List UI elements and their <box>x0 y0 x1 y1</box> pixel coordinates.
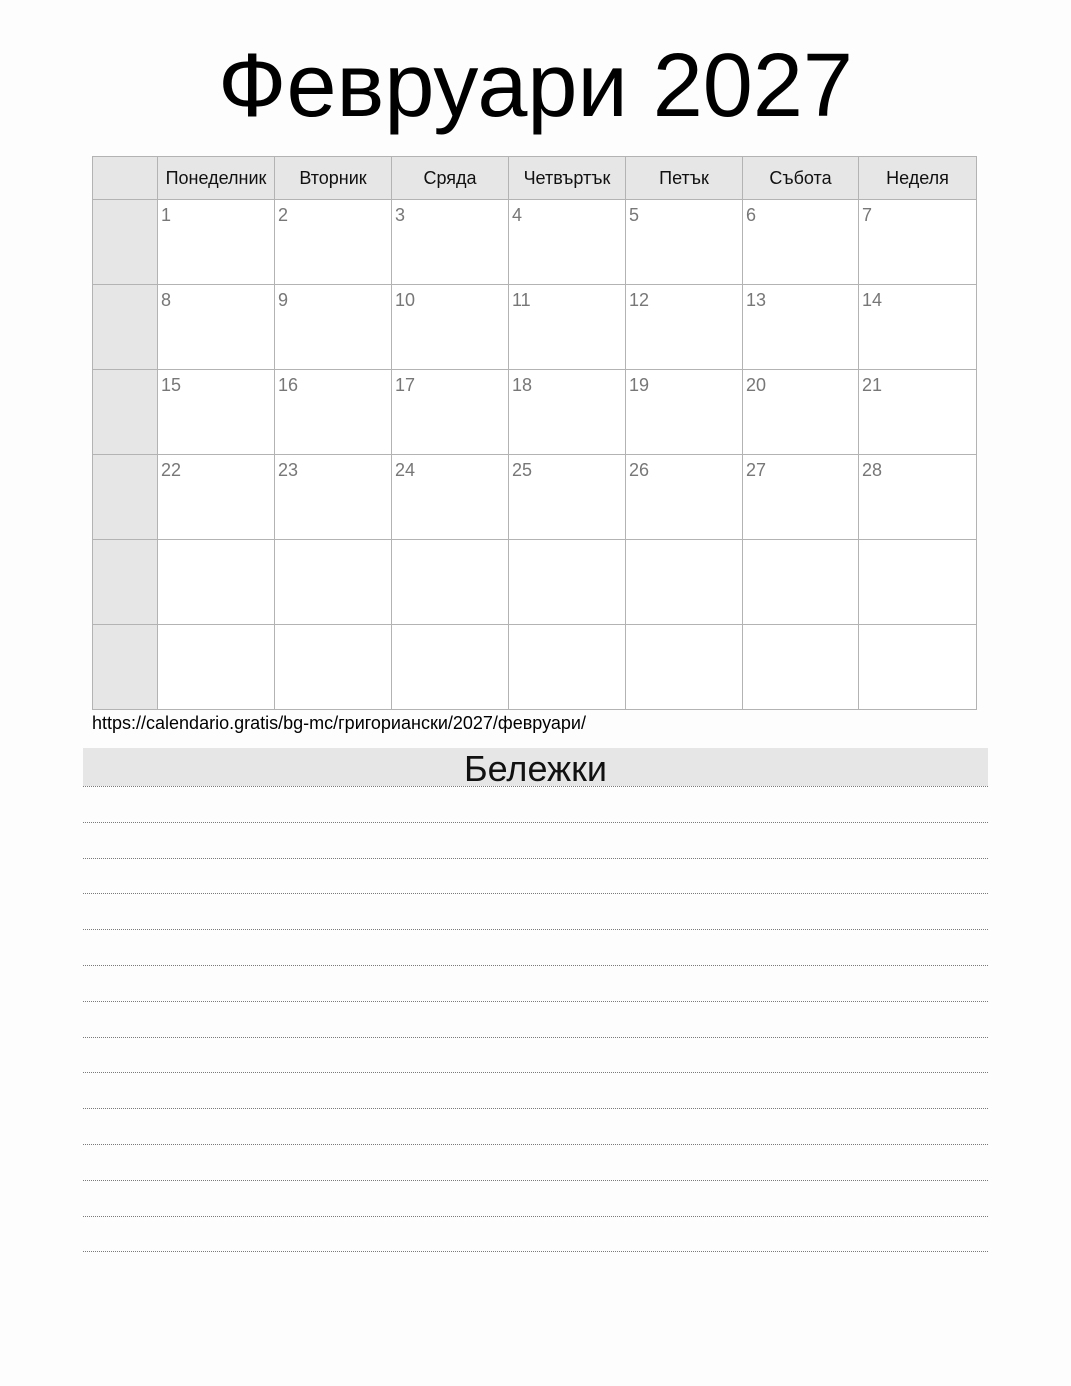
day-cell <box>743 625 859 710</box>
day-cell <box>859 285 977 370</box>
day-number <box>509 540 625 545</box>
day-cell <box>158 540 275 625</box>
day-number: 4 <box>512 205 523 225</box>
day-number: 5 <box>629 205 640 225</box>
day-cell <box>859 625 977 710</box>
page-title: Февруари 2027 <box>218 36 853 136</box>
day-cell <box>392 370 509 455</box>
weekday-sunday: Неделя <box>859 157 977 200</box>
week-number-cell <box>93 370 158 455</box>
week-number-cell <box>93 455 158 540</box>
day-number <box>743 540 858 545</box>
day-cell <box>859 540 977 625</box>
day-number <box>509 625 625 630</box>
day-cell <box>275 200 392 285</box>
day-cell <box>275 370 392 455</box>
day-number: 27 <box>746 460 767 480</box>
day-cell <box>509 455 626 540</box>
day-number <box>743 625 858 630</box>
day-cell <box>275 455 392 540</box>
day-cell <box>158 370 275 455</box>
weekday-thursday: Четвъртък <box>509 157 626 200</box>
note-line <box>83 929 988 930</box>
day-number: 14 <box>862 290 883 310</box>
note-line <box>83 965 988 966</box>
note-line <box>83 786 988 787</box>
day-cell <box>158 625 275 710</box>
week-number-header <box>93 157 158 200</box>
note-line <box>83 858 988 859</box>
note-line <box>83 1108 988 1109</box>
day-cell <box>392 200 509 285</box>
week-number-cell <box>93 285 158 370</box>
source-url: https://calendario.gratis/bg-mc/григориански/2027/февруари/ <box>92 713 586 733</box>
day-number: 23 <box>278 460 299 480</box>
day-number <box>626 625 742 630</box>
day-cell <box>275 285 392 370</box>
week-row <box>93 625 977 710</box>
calendar-grid <box>92 156 977 710</box>
day-cell <box>626 455 743 540</box>
week-number-cell <box>93 540 158 625</box>
day-number: 24 <box>395 460 416 480</box>
day-number: 20 <box>746 375 767 395</box>
day-number <box>859 625 976 630</box>
day-number: 11 <box>512 290 531 310</box>
day-cell <box>859 370 977 455</box>
day-cell <box>626 285 743 370</box>
note-line <box>83 1072 988 1073</box>
note-line <box>83 1251 988 1252</box>
note-line <box>83 1144 988 1145</box>
week-row <box>93 200 977 285</box>
notes-heading: Бележки <box>83 748 988 786</box>
day-cell <box>626 200 743 285</box>
day-number: 15 <box>161 375 182 395</box>
week-number-cell <box>93 200 158 285</box>
day-cell <box>859 200 977 285</box>
weekday-header-row <box>93 157 977 200</box>
day-cell <box>743 370 859 455</box>
day-cell <box>392 455 509 540</box>
day-cell <box>158 455 275 540</box>
day-number <box>275 540 391 545</box>
day-number: 6 <box>746 205 757 225</box>
day-number: 7 <box>862 205 873 225</box>
day-cell <box>392 285 509 370</box>
day-cell <box>275 625 392 710</box>
day-cell <box>626 540 743 625</box>
week-number-cell <box>93 625 158 710</box>
day-number: 8 <box>161 290 172 310</box>
day-cell <box>509 625 626 710</box>
day-number: 26 <box>629 460 650 480</box>
week-row <box>93 540 977 625</box>
day-cell <box>509 540 626 625</box>
day-cell <box>743 285 859 370</box>
day-number: 25 <box>512 460 533 480</box>
day-cell <box>158 285 275 370</box>
week-row <box>93 455 977 540</box>
weekday-wednesday: Сряда <box>392 157 509 200</box>
day-number: 9 <box>278 290 289 310</box>
day-number <box>859 540 976 545</box>
day-cell <box>509 370 626 455</box>
note-line <box>83 1037 988 1038</box>
day-number <box>158 540 274 545</box>
week-row <box>93 285 977 370</box>
weekday-friday: Петък <box>626 157 743 200</box>
day-number <box>275 625 391 630</box>
day-number: 12 <box>629 290 650 310</box>
day-cell <box>743 540 859 625</box>
day-cell <box>392 625 509 710</box>
day-cell <box>626 625 743 710</box>
day-number: 21 <box>862 375 883 395</box>
day-number <box>626 540 742 545</box>
day-number <box>158 625 274 630</box>
day-cell <box>509 285 626 370</box>
note-line <box>83 1180 988 1181</box>
day-number: 19 <box>629 375 650 395</box>
day-cell <box>626 370 743 455</box>
day-number: 18 <box>512 375 533 395</box>
day-number <box>392 540 508 545</box>
day-number: 16 <box>278 375 299 395</box>
day-number: 22 <box>161 460 182 480</box>
day-number <box>392 625 508 630</box>
day-cell <box>743 200 859 285</box>
week-row <box>93 370 977 455</box>
day-cell <box>743 455 859 540</box>
day-number: 2 <box>278 205 289 225</box>
day-number: 28 <box>862 460 883 480</box>
note-line <box>83 822 988 823</box>
day-cell <box>275 540 392 625</box>
weekday-tuesday: Вторник <box>275 157 392 200</box>
weekday-monday: Понеделник <box>158 157 275 200</box>
day-cell <box>158 200 275 285</box>
note-line <box>83 893 988 894</box>
note-line <box>83 1001 988 1002</box>
day-number: 17 <box>395 375 416 395</box>
weekday-saturday: Събота <box>743 157 859 200</box>
day-cell <box>392 540 509 625</box>
day-number: 10 <box>395 290 416 310</box>
day-cell <box>509 200 626 285</box>
day-cell <box>859 455 977 540</box>
day-number: 13 <box>746 290 767 310</box>
day-number: 1 <box>161 205 172 225</box>
day-number: 3 <box>395 205 406 225</box>
note-line <box>83 1216 988 1217</box>
